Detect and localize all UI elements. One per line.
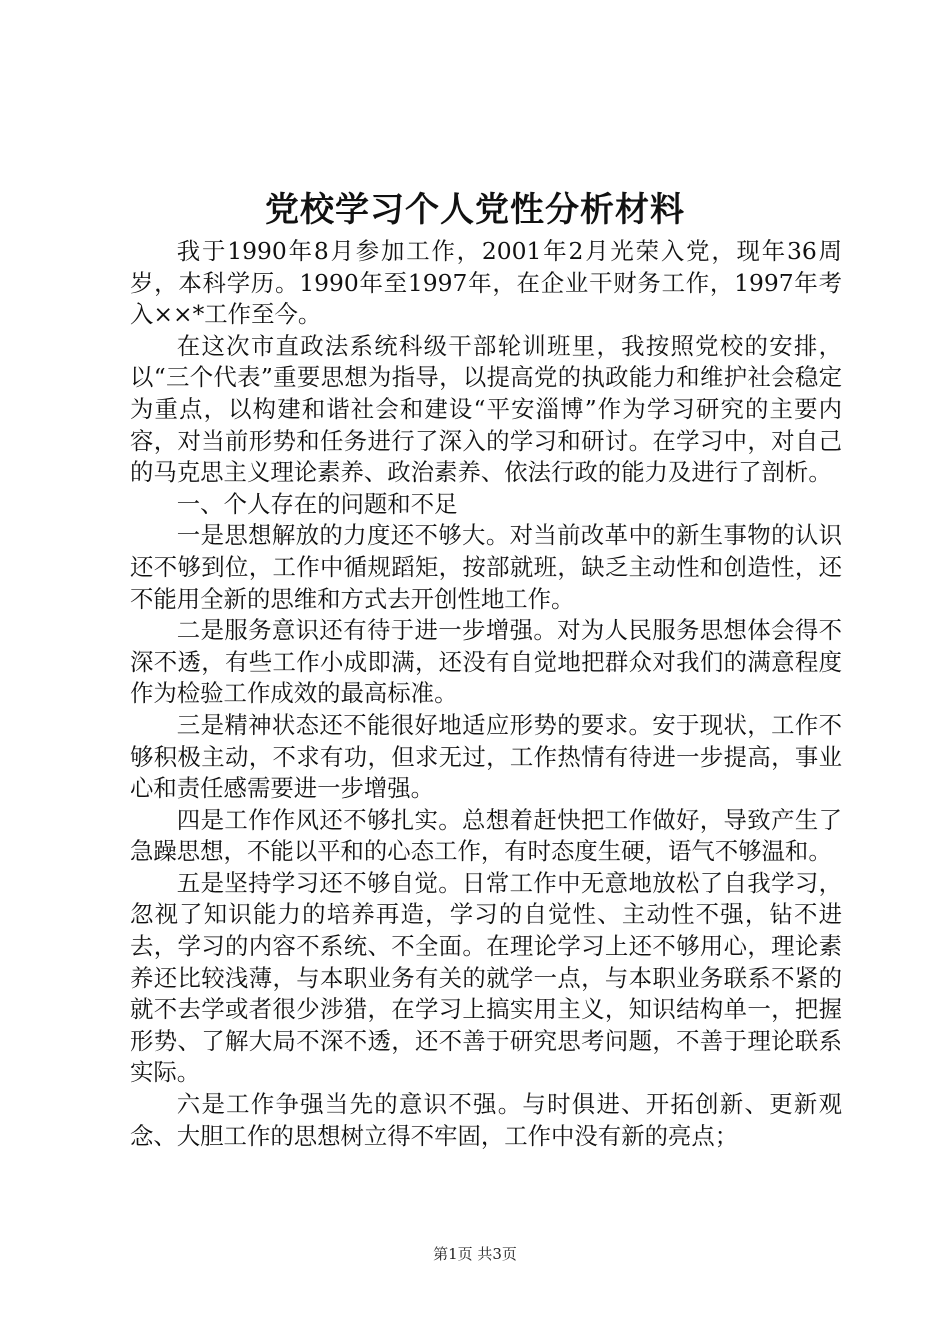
paragraph-point-three: 三是精神状态还不能很好地适应形势的要求。安于现状，工作不够积极主动，不求有功，但求无过，工作热情有待进一步提高，事业心和责任感需要进一步增强。 — [130, 710, 842, 803]
paragraph-point-one: 一是思想解放的力度还不够大。对当前改革中的新生事物的认识还不够到位，工作中循规蹈矩，按部就班，缺乏主动性和创造性，还不能用全新的思维和方式去开创性地工作。 — [130, 521, 842, 613]
paragraph-intro: 我于1990年8月参加工作，2001年2月光荣入党，现年36周岁，本科学历。1990年至1997年，在企业干财务工作，1997年考入××*工作至今。 — [130, 237, 842, 329]
document-title: 党校学习个人党性分析材料 — [265, 190, 685, 230]
section-heading-problems: 一、个人存在的问题和不足 — [176, 489, 458, 518]
paragraph-point-five: 五是坚持学习还不够自觉。日常工作中无意地放松了自我学习，忽视了知识能力的培养再造，学习的自觉性、主动性不强，钻不进去，学习的内容不系统、不全面。在理论学习上还不够用心，理论素养还比较浅薄，与本职业务有关的就学一点，与本职业务联系不紧的就不去学或者很少涉猎，在学习上搞实用主义，知识结构单一，把握形势、了解大局不深不透，还不善于研究思考问题，不善于理论联系实际。 — [130, 868, 842, 1087]
paragraph-training: 在这次市直政法系统科级干部轮训班里，我按照党校的安排，以“三个代表”重要思想为指导，以提高党的执政能力和维护社会稳定为重点，以构建和谐社会和建设“平安淄博”作为学习研究的主要内容，对当前形势和任务进行了深入的学习和研讨。在学习中，对自己的马克思主义理论素养、政治素养、依法行政的能力及进行了剖析。 — [130, 331, 842, 487]
document-body — [130, 236, 842, 1152]
paragraph-point-two: 二是服务意识还有待于进一步增强。对为人民服务思想体会得不深不透，有些工作小成即满，还没有自觉地把群众对我们的满意程度作为检验工作成效的最高标准。 — [130, 616, 842, 708]
paragraph-point-four: 四是工作作风还不够扎实。总想着赶快把工作做好，导致产生了急躁思想，不能以平和的心态工作，有时态度生硬，语气不够温和。 — [130, 805, 842, 866]
page-number-footer: 第1页 共3页 — [433, 1245, 517, 1263]
paragraph-point-six: 六是工作争强当先的意识不强。与时俱进、开拓创新、更新观念、大胆工作的思想树立得不牢固，工作中没有新的亮点； — [130, 1090, 842, 1150]
